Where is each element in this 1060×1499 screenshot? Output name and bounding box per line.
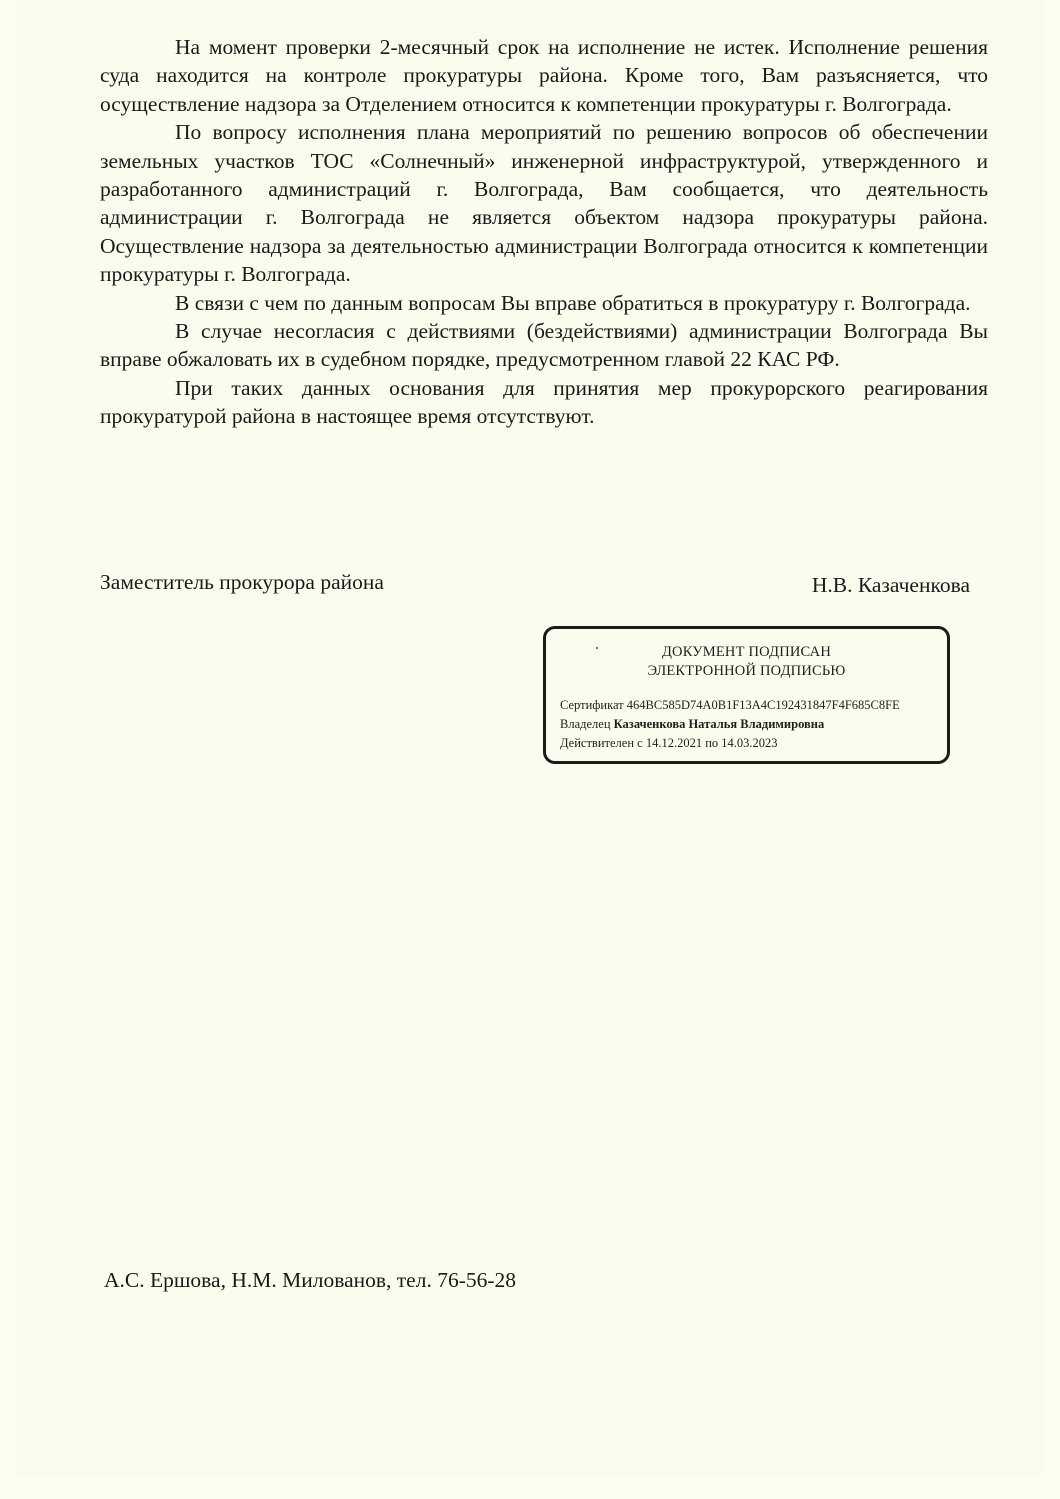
certificate-label: Сертификат <box>560 698 624 712</box>
stamp-title-line-2: ЭЛЕКТРОННОЙ ПОДПИСЬЮ <box>647 663 846 679</box>
stamp-certificate-line <box>560 698 900 713</box>
paragraph-court-decision: На момент проверки 2-месячный срок на исполнение не истек. Исполнение решения суда находится на контроле прокуратуры района. Кроме того, Вам разъясняется, что осуществление надзора за Отделением относится к компетенции прокуратуры г. Волгограда. <box>100 35 988 116</box>
stamp-validity-line <box>560 736 778 751</box>
paragraph-infrastructure-plan: По вопросу исполнения плана мероприятий по решению вопросов об обеспечении земельных участков ТОС «Солнечный» инженерной инфраструктурой, утвержденного и разработанного администраций г. Волгограда, Вам сообщается, что деятельность администрации г. Волгограда не является объектом надзора прокуратуры района. Осуществление надзора за деятельностью администрации Волгограда относится к компетенции прокуратуры г. Волгограда. <box>100 120 988 287</box>
paragraph-court-appeal: В случае несогласия с действиями (бездействиями) администрации Волгограда Вы вправе обжаловать их в судебном порядке, предусмотренном главой 22 КАС РФ. <box>100 319 988 372</box>
stamp-title <box>546 643 947 681</box>
valid-to-date: 14.03.2023 <box>721 736 778 750</box>
valid-to-label: по <box>705 736 719 750</box>
valid-from-date: 14.12.2021 <box>645 736 703 750</box>
owner-label: Владелец <box>560 717 611 731</box>
letter-body <box>100 33 988 431</box>
signatory-name: Н.В. Казаченкова <box>811 573 970 597</box>
electronic-signature-stamp <box>543 626 950 764</box>
paragraph-conclusion: При таких данных основания для принятия мер прокурорского реагирования прокуратурой района в настоящее время отсутствуют. <box>100 375 988 429</box>
certificate-value: 464BC585D74A0B1F13A4C192431847F4F685C8FE <box>626 698 900 712</box>
valid-label: Действителен <box>560 736 635 750</box>
executor-contact: А.С. Ершова, Н.М. Милованов, тел. 76-56-28 <box>104 1268 517 1292</box>
valid-from-label: с <box>637 736 643 750</box>
owner-value: Казаченкова Наталья Владимировна <box>613 717 825 731</box>
signatory-position: Заместитель прокурора района <box>100 570 384 594</box>
stamp-title-line-1: ДОКУМЕНТ ПОДПИСАН <box>661 644 832 660</box>
paragraph-right-to-appeal-prosecutor: В связи с чем по данным вопросам Вы вправе обратиться в прокуратуру г. Волгограда. <box>175 290 971 315</box>
stamp-owner-line <box>560 717 824 732</box>
